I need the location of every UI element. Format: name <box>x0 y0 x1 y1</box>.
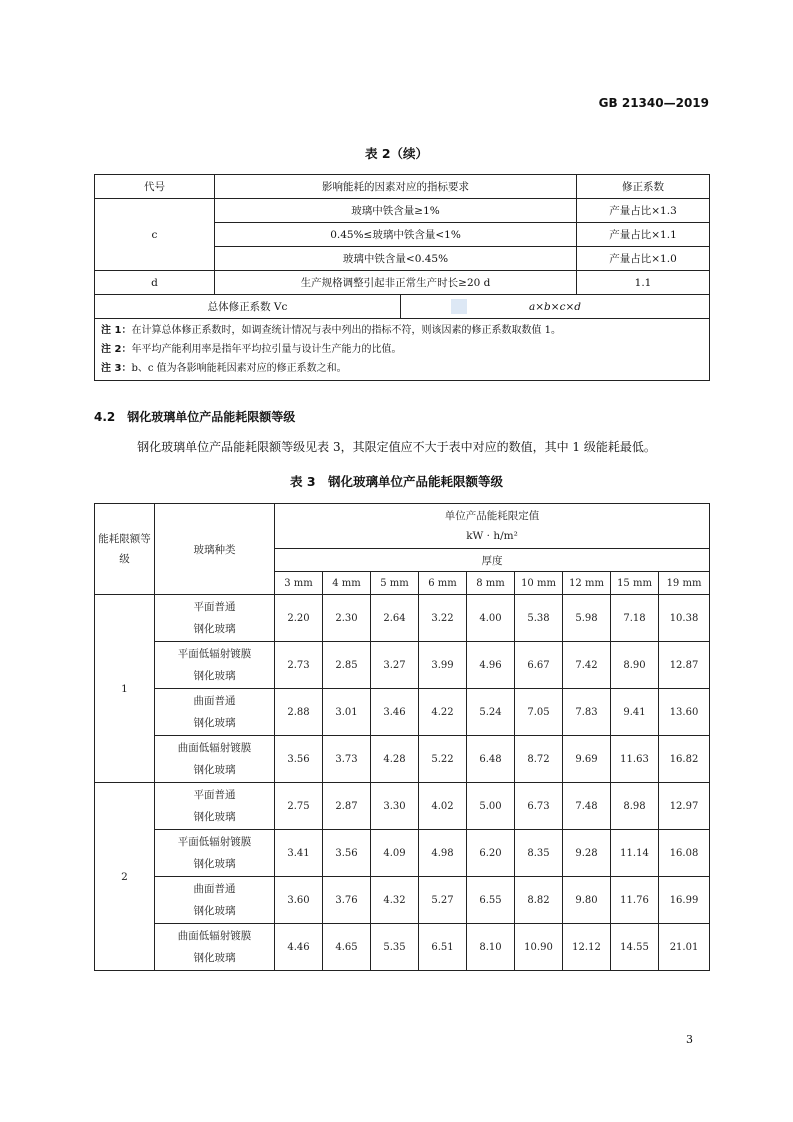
t3-thickness-header: 4 mm <box>323 572 371 595</box>
table-row <box>95 924 710 971</box>
t3-value-cell: 2.30 <box>323 595 371 642</box>
t3-value-cell: 2.75 <box>275 783 323 830</box>
t2-header-coef: 修正系数 <box>577 175 710 199</box>
t2-req: 0.45%≤玻璃中铁含量<1% <box>215 223 577 247</box>
t3-grade: 1 <box>95 595 155 783</box>
t3-value-cell: 13.60 <box>659 689 710 736</box>
t2-code-d: d <box>95 271 215 295</box>
t3-value-cell: 4.65 <box>323 924 371 971</box>
t3-thickness-header: 8 mm <box>467 572 515 595</box>
t3-value-cell: 3.27 <box>371 642 419 689</box>
t3-value-cell: 3.56 <box>275 736 323 783</box>
note-item: 注 2：年平均产能利用率是指年平均拉引量与设计生产能力的比值。 <box>101 344 402 355</box>
t3-value-cell: 12.87 <box>659 642 710 689</box>
table-row <box>95 689 710 736</box>
t3-value-cell: 3.46 <box>371 689 419 736</box>
t3-value-cell: 10.90 <box>515 924 563 971</box>
note-item: 注 3：b、c 值为各影响能耗因素对应的修正系数之和。 <box>101 363 347 374</box>
t3-value-cell: 2.87 <box>323 783 371 830</box>
t3-value-cell: 3.22 <box>419 595 467 642</box>
t3-thickness-header: 3 mm <box>275 572 323 595</box>
t3-value-cell: 12.12 <box>563 924 611 971</box>
t3-value-cell: 11.63 <box>611 736 659 783</box>
t3-value-cell: 8.35 <box>515 830 563 877</box>
t3-value-cell: 2.73 <box>275 642 323 689</box>
t3-value-cell: 8.72 <box>515 736 563 783</box>
t3-value-cell: 9.28 <box>563 830 611 877</box>
t3-value-cell: 21.01 <box>659 924 710 971</box>
table-row <box>95 595 710 642</box>
selection-highlight <box>451 299 467 314</box>
t2-req: 生产规格调整引起非正常生产时长≥20 d <box>215 271 577 295</box>
t3-value-cell: 4.46 <box>275 924 323 971</box>
t3-value-cell: 7.42 <box>563 642 611 689</box>
t3-value-cell: 9.69 <box>563 736 611 783</box>
t3-glass-kind: 曲面低辐射镀膜 钢化玻璃 <box>155 736 275 783</box>
t3-header-limit: 单位产品能耗限定值 kW · h/m² <box>275 504 710 549</box>
t3-value-cell: 2.20 <box>275 595 323 642</box>
table-row <box>95 830 710 877</box>
t3-value-cell: 2.88 <box>275 689 323 736</box>
t2-header-code: 代号 <box>95 175 215 199</box>
t3-value-cell: 3.41 <box>275 830 323 877</box>
t3-value-cell: 4.96 <box>467 642 515 689</box>
t3-value-cell: 4.28 <box>371 736 419 783</box>
t3-value-cell: 4.09 <box>371 830 419 877</box>
t2-coef: 1.1 <box>577 271 710 295</box>
t3-value-cell: 8.98 <box>611 783 659 830</box>
table3 <box>94 503 710 971</box>
page-number: 3 <box>686 1033 693 1046</box>
t3-header-grade: 能耗限额等级 <box>95 504 155 595</box>
t3-value-cell: 8.82 <box>515 877 563 924</box>
standard-code: GB 21340—2019 <box>598 96 709 110</box>
table3-caption: 表 3 钢化玻璃单位产品能耗限额等级 <box>289 474 504 489</box>
t3-value-cell: 9.41 <box>611 689 659 736</box>
section-paragraph: 钢化玻璃单位产品能耗限额等级见表 3，其限定值应不大于表中对应的数值，其中 1 级能耗最低。 <box>137 440 656 454</box>
t3-value-cell: 3.99 <box>419 642 467 689</box>
t3-glass-kind: 平面低辐射镀膜 钢化玻璃 <box>155 642 275 689</box>
t3-value-cell: 8.10 <box>467 924 515 971</box>
t3-value-cell: 7.18 <box>611 595 659 642</box>
note-item: 注 1：在计算总体修正系数时，如调查统计情况与表中列出的指标不符，则该因素的修正系数取数值 1。 <box>101 325 561 336</box>
t3-value-cell: 6.67 <box>515 642 563 689</box>
t3-value-cell: 6.55 <box>467 877 515 924</box>
table-row <box>95 783 710 830</box>
t3-thickness-header: 12 mm <box>563 572 611 595</box>
t3-value-cell: 11.14 <box>611 830 659 877</box>
t3-value-cell: 8.90 <box>611 642 659 689</box>
t3-thickness-header: 19 mm <box>659 572 710 595</box>
t3-value-cell: 3.73 <box>323 736 371 783</box>
table-row <box>95 642 710 689</box>
t3-value-cell: 2.85 <box>323 642 371 689</box>
t2-req: 玻璃中铁含量≥1% <box>215 199 577 223</box>
t3-value-cell: 5.27 <box>419 877 467 924</box>
t3-value-cell: 7.05 <box>515 689 563 736</box>
t3-value-cell: 4.00 <box>467 595 515 642</box>
t3-thickness-header: 6 mm <box>419 572 467 595</box>
t2-notes <box>95 319 710 381</box>
t3-value-cell: 5.00 <box>467 783 515 830</box>
t2-coef: 产量占比×1.1 <box>577 223 710 247</box>
t3-glass-kind: 平面低辐射镀膜 钢化玻璃 <box>155 830 275 877</box>
t3-glass-kind: 曲面低辐射镀膜 钢化玻璃 <box>155 924 275 971</box>
t3-value-cell: 16.82 <box>659 736 710 783</box>
t3-value-cell: 4.02 <box>419 783 467 830</box>
t3-thickness-header: 5 mm <box>371 572 419 595</box>
t3-value-cell: 5.98 <box>563 595 611 642</box>
t3-value-cell: 6.73 <box>515 783 563 830</box>
t2-req: 玻璃中铁含量<0.45% <box>215 247 577 271</box>
t2-coef: 产量占比×1.0 <box>577 247 710 271</box>
table-row <box>95 736 710 783</box>
t3-value-cell: 6.20 <box>467 830 515 877</box>
t3-value-cell: 6.48 <box>467 736 515 783</box>
t2-header-req: 影响能耗的因素对应的指标要求 <box>215 175 577 199</box>
t2-code-c: c <box>95 199 215 271</box>
t3-value-cell: 4.32 <box>371 877 419 924</box>
t3-value-cell: 7.48 <box>563 783 611 830</box>
t3-thickness-header: 10 mm <box>515 572 563 595</box>
t3-value-cell: 6.51 <box>419 924 467 971</box>
t3-glass-kind: 平面普通 钢化玻璃 <box>155 783 275 830</box>
t3-value-cell: 11.76 <box>611 877 659 924</box>
t3-value-cell: 5.38 <box>515 595 563 642</box>
t3-value-cell: 3.30 <box>371 783 419 830</box>
t3-glass-kind: 曲面普通 钢化玻璃 <box>155 689 275 736</box>
t3-value-cell: 5.35 <box>371 924 419 971</box>
t3-value-cell: 5.24 <box>467 689 515 736</box>
t3-value-cell: 16.99 <box>659 877 710 924</box>
t3-value-cell: 7.83 <box>563 689 611 736</box>
t3-grade: 2 <box>95 783 155 971</box>
table2-caption: 表 2（续） <box>364 146 429 161</box>
t3-glass-kind: 平面普通 钢化玻璃 <box>155 595 275 642</box>
t3-value-cell: 4.98 <box>419 830 467 877</box>
t3-value-cell: 5.22 <box>419 736 467 783</box>
table-row <box>95 877 710 924</box>
t3-header-unit: kW · h/m² <box>466 530 518 542</box>
t3-header-kind: 玻璃种类 <box>155 504 275 595</box>
t3-header-thickness: 厚度 <box>275 549 710 572</box>
t3-thickness-header: 15 mm <box>611 572 659 595</box>
t3-value-cell: 3.56 <box>323 830 371 877</box>
t3-value-cell: 10.38 <box>659 595 710 642</box>
t3-value-cell: 16.08 <box>659 830 710 877</box>
t3-value-cell: 9.80 <box>563 877 611 924</box>
t3-value-cell: 4.22 <box>419 689 467 736</box>
t3-value-cell: 14.55 <box>611 924 659 971</box>
t2-coef: 产量占比×1.3 <box>577 199 710 223</box>
t3-value-cell: 3.60 <box>275 877 323 924</box>
section-title: 4.2 钢化玻璃单位产品能耗限额等级 <box>94 410 296 424</box>
t3-value-cell: 3.76 <box>323 877 371 924</box>
t3-value-cell: 3.01 <box>323 689 371 736</box>
t3-value-cell: 2.64 <box>371 595 419 642</box>
t2-total-formula: a×b×c×d <box>529 300 581 313</box>
t3-glass-kind: 曲面普通 钢化玻璃 <box>155 877 275 924</box>
t2-total-label: 总体修正系数 Vc <box>95 295 401 318</box>
table2 <box>94 174 710 381</box>
t3-value-cell: 12.97 <box>659 783 710 830</box>
